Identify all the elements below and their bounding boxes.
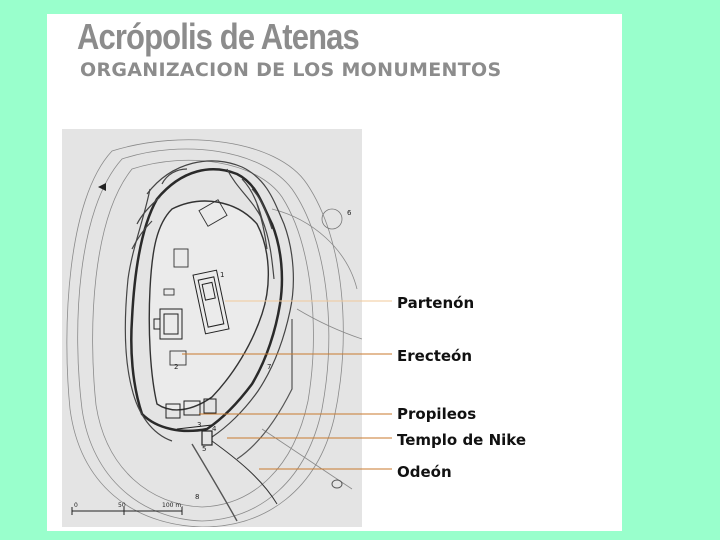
scale-tick-50: 50 — [118, 502, 126, 509]
acropolis-plan-map — [62, 129, 362, 527]
slide-title: Acrópolis de Atenas — [77, 16, 359, 57]
scale-tick-0: 0 — [74, 502, 78, 509]
label-erecteon: Erecteón — [397, 347, 473, 365]
map-number-3: 3 — [197, 421, 202, 429]
label-templo-nike: Templo de Nike — [397, 431, 527, 449]
label-partenon: Partenón — [397, 294, 475, 312]
map-number-7: 7 — [267, 363, 272, 371]
map-number-5: 5 — [202, 445, 207, 453]
label-propileos: Propileos — [397, 405, 477, 423]
map-number-2: 2 — [174, 363, 179, 371]
map-number-8: 8 — [195, 493, 200, 501]
map-number-1: 1 — [220, 271, 225, 279]
slide — [47, 14, 622, 531]
slide-subtitle: ORGANIZACION DE LOS MONUMENTOS — [80, 59, 502, 81]
scale-tick-100: 100 m. — [162, 502, 184, 509]
map-number-4: 4 — [212, 425, 217, 433]
map-number-6: 6 — [347, 209, 352, 217]
label-odeon: Odeón — [397, 463, 452, 481]
